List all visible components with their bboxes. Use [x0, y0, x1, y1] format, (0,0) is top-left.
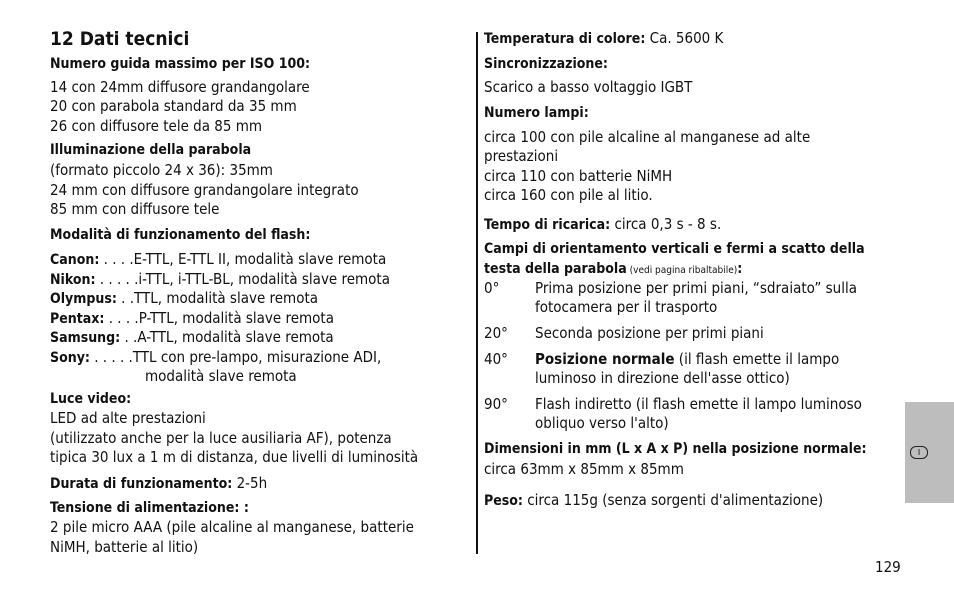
angle-text: obliquo verso l'alto)	[535, 414, 669, 432]
mode-dots: . .	[120, 328, 138, 346]
language-tab-label: I	[910, 446, 928, 459]
flashes-line: prestazioni	[484, 147, 559, 165]
column-divider	[476, 32, 478, 554]
duration-value: 2-5h	[232, 474, 268, 492]
angle-text: Seconda posizione per primi piani	[535, 324, 764, 342]
flashes-line: circa 100 con pile alcaline al manganese ad alte	[484, 128, 811, 146]
modes-heading: Modalità di funzionamento del flash:	[50, 227, 311, 243]
flashes-line: circa 110 con batterie NiMH	[484, 167, 673, 185]
recharge-heading: Tempo di ricarica:	[484, 217, 611, 233]
temperature-heading: Temperatura di colore:	[484, 31, 646, 47]
mode-row	[50, 309, 334, 329]
mode-row	[50, 328, 334, 348]
mode-brand: Pentax:	[50, 311, 105, 327]
weight-heading: Peso:	[484, 493, 523, 509]
mode-dots: . . . .	[104, 309, 139, 327]
angle-text: luminoso in direzione dell'asse ottico)	[535, 369, 790, 387]
sync-heading: Sincronizzazione:	[484, 56, 608, 72]
temperature-value: Ca. 5600 K	[645, 29, 724, 47]
angles-colon: :	[737, 261, 743, 277]
angle-degree: 0°	[484, 279, 500, 297]
power-heading: Tensione di alimentazione: :	[50, 500, 249, 516]
recharge-value: circa 0,3 s - 8 s.	[610, 215, 722, 233]
angles-note: (vedi pagina ribaltabile)	[626, 265, 738, 276]
angles-heading: Campi di orientamento verticali e fermi a scatto della	[484, 241, 865, 257]
mode-brand: Olympus:	[50, 291, 117, 307]
duration-row	[50, 474, 267, 494]
guide-line: 20 con parabola standard da 35 mm	[50, 97, 297, 115]
flashes-line: circa 160 con pile al litio.	[484, 186, 653, 204]
angle-text-row	[535, 350, 839, 369]
mode-text: TTL, modalità slave remota	[134, 289, 319, 307]
mode-dots: . . . .	[99, 250, 134, 268]
mode-text: A-TTL, modalità slave remota	[137, 328, 334, 346]
mode-text: E-TTL, E-TTL II, modalità slave remota	[133, 250, 387, 268]
mode-dots: . . . . .	[89, 348, 133, 366]
video-line: tipica 30 lux a 1 m di distanza, due livelli di luminosità	[50, 448, 419, 466]
angle-degree: 40°	[484, 350, 508, 368]
mode-brand: Canon:	[50, 252, 100, 268]
angle-degree: 20°	[484, 324, 508, 342]
page-title: 12 Dati tecnici	[50, 28, 190, 50]
mode-text: P-TTL, modalità slave remota	[138, 309, 334, 327]
angle-bold-text: Posizione normale	[535, 350, 675, 368]
illumination-heading: Illuminazione della parabola	[50, 142, 252, 158]
dimensions-value: circa 63mm x 85mm x 85mm	[484, 460, 684, 478]
illumination-line: 85 mm con diffusore tele	[50, 200, 220, 218]
mode-row	[50, 250, 386, 270]
mode-brand: Sony:	[50, 350, 90, 366]
mode-text: i-TTL, i-TTL-BL, modalità slave remota	[138, 270, 390, 288]
mode-brand: Samsung:	[50, 330, 121, 346]
mode-row	[50, 270, 390, 290]
illumination-line: (formato piccolo 24 x 36): 35mm	[50, 161, 273, 179]
guide-line: 14 con 24mm diffusore grandangolare	[50, 78, 310, 96]
angle-text: Prima posizione per primi piani, “sdraiato” sulla	[535, 279, 857, 297]
mode-row-continuation: modalità slave remota	[145, 367, 297, 385]
duration-heading: Durata di funzionamento:	[50, 476, 233, 492]
angle-text: Flash indiretto (il flash emette il lampo luminoso	[535, 395, 862, 413]
mode-dots: . . . . .	[95, 270, 139, 288]
video-line: LED ad alte prestazioni	[50, 409, 206, 427]
power-line: NiMH, batterie al litio)	[50, 538, 199, 556]
video-heading: Luce video:	[50, 391, 132, 407]
angle-degree: 90°	[484, 395, 508, 413]
mode-brand: Nikon:	[50, 272, 96, 288]
video-line: (utilizzato anche per la luce ausiliaria AF), potenza	[50, 429, 392, 447]
recharge-row	[484, 215, 721, 235]
flashes-heading: Numero lampi:	[484, 105, 589, 121]
page-number: 129	[875, 558, 901, 576]
power-line: 2 pile micro AAA (pile alcaline al manganese, batterie	[50, 518, 414, 536]
angles-heading-row	[484, 259, 742, 280]
weight-value: circa 115g (senza sorgenti d'alimentazione)	[522, 491, 824, 509]
guide-line: 26 con diffusore tele da 85 mm	[50, 117, 263, 135]
illumination-line: 24 mm con diffusore grandangolare integrato	[50, 181, 359, 199]
guide-number-heading: Numero guida massimo per ISO 100:	[50, 56, 311, 72]
mode-row	[50, 348, 381, 368]
mode-row	[50, 289, 318, 309]
weight-row	[484, 491, 823, 511]
angles-heading-cont: testa della parabola	[484, 261, 627, 277]
mode-text: TTL con pre-lampo, misurazione ADI,	[132, 348, 382, 366]
angle-text: fotocamera per il trasporto	[535, 298, 718, 316]
mode-dots: . .	[116, 289, 135, 307]
angle-text: (il flash emette il lampo	[674, 350, 840, 368]
sync-value: Scarico a basso voltaggio IGBT	[484, 78, 693, 96]
temperature-row	[484, 29, 723, 49]
dimensions-heading: Dimensioni in mm (L x A x P) nella posizione normale:	[484, 441, 867, 457]
